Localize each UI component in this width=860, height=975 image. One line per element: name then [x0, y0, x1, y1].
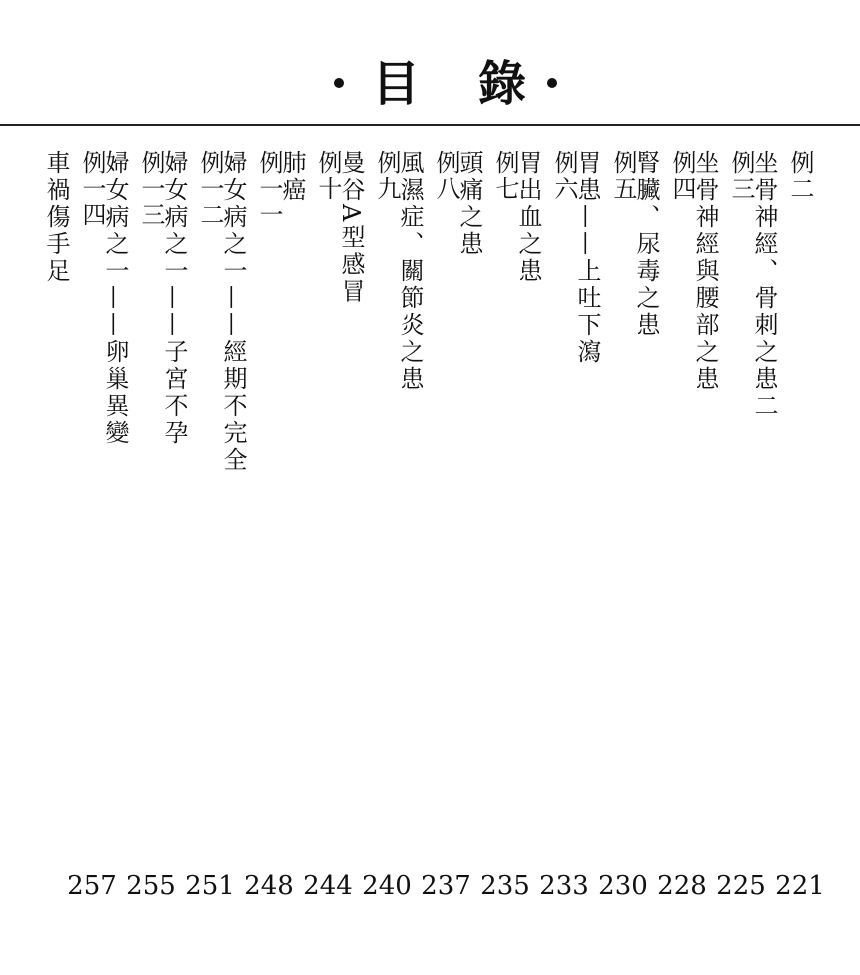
- entry-number: 例九: [373, 150, 401, 202]
- toc-entry: [337, 150, 405, 306]
- heading-dot-left: [334, 78, 344, 88]
- entry-title: 肺癌: [278, 150, 306, 204]
- entry-page-number: 244: [303, 871, 353, 901]
- entry-title: 婦女病之一——經期不完全: [219, 150, 247, 474]
- toc-entry: [396, 150, 464, 393]
- entry-number: 例六: [550, 150, 578, 202]
- toc-entry: [691, 150, 759, 393]
- entry-title: 婦女病之一——子宮不孕: [160, 150, 188, 447]
- toc-entry: [455, 150, 523, 258]
- entry-title: 胃患——上吐下瀉: [573, 150, 601, 366]
- heading-char-mu: 目: [372, 56, 421, 112]
- entry-title: 胃出血之患: [514, 150, 542, 285]
- entry-number: 例七: [491, 150, 519, 202]
- entry-page-number: 225: [716, 871, 766, 901]
- toc-entry: [632, 150, 700, 339]
- entry-title: 坐骨神經、骨刺之患二: [750, 150, 778, 420]
- entry-number: 例一三: [137, 150, 165, 228]
- entry-number: 例一一: [255, 150, 283, 228]
- entry-title: 腎臟、尿毒之患: [632, 150, 660, 339]
- toc-entry: [573, 150, 641, 366]
- toc-entry: [750, 150, 818, 420]
- entry-page-number: 221: [775, 871, 825, 901]
- entry-page-number: 228: [657, 871, 707, 901]
- entry-title: 頭痛之患: [455, 150, 483, 258]
- entry-page-number: 230: [598, 871, 648, 901]
- entry-page-number: 235: [480, 871, 530, 901]
- toc-entry: [42, 150, 110, 285]
- entry-page-number: 257: [67, 871, 117, 901]
- toc-entry: [160, 150, 228, 447]
- toc-entry: [278, 150, 346, 234]
- heading-rule: [0, 124, 860, 126]
- entry-title: 風濕症、關節炎之患: [396, 150, 424, 393]
- heading-char-lu: 錄: [478, 56, 527, 112]
- toc-entry: [514, 150, 582, 285]
- entry-title: 車禍傷手足: [42, 150, 70, 285]
- entry-page-number: 237: [421, 871, 471, 901]
- heading-dot-right: [547, 78, 557, 88]
- entry-page-number: 248: [244, 871, 294, 901]
- entry-number: 例三: [727, 150, 755, 202]
- toc-entry: [219, 150, 287, 474]
- entry-title: 婦女病之一——卵巢異變: [101, 150, 129, 447]
- toc-heading: [0, 56, 860, 116]
- entry-number: 例八: [432, 150, 460, 202]
- entry-number: 例十: [314, 150, 342, 202]
- entry-number: 例四: [668, 150, 696, 202]
- entry-page-number: 240: [362, 871, 412, 901]
- entry-title: 曼谷A型感冒: [337, 150, 365, 306]
- entry-number: 例一二: [196, 150, 224, 228]
- entry-number: 例五: [609, 150, 637, 202]
- entry-number: 例二: [786, 150, 814, 202]
- entry-page-number: 251: [185, 871, 235, 901]
- toc-entry: [101, 150, 169, 447]
- entry-number: 例一四: [78, 150, 106, 228]
- entry-title: 坐骨神經與腰部之患: [691, 150, 719, 393]
- entry-page-number: 255: [126, 871, 176, 901]
- entry-page-number: 233: [539, 871, 589, 901]
